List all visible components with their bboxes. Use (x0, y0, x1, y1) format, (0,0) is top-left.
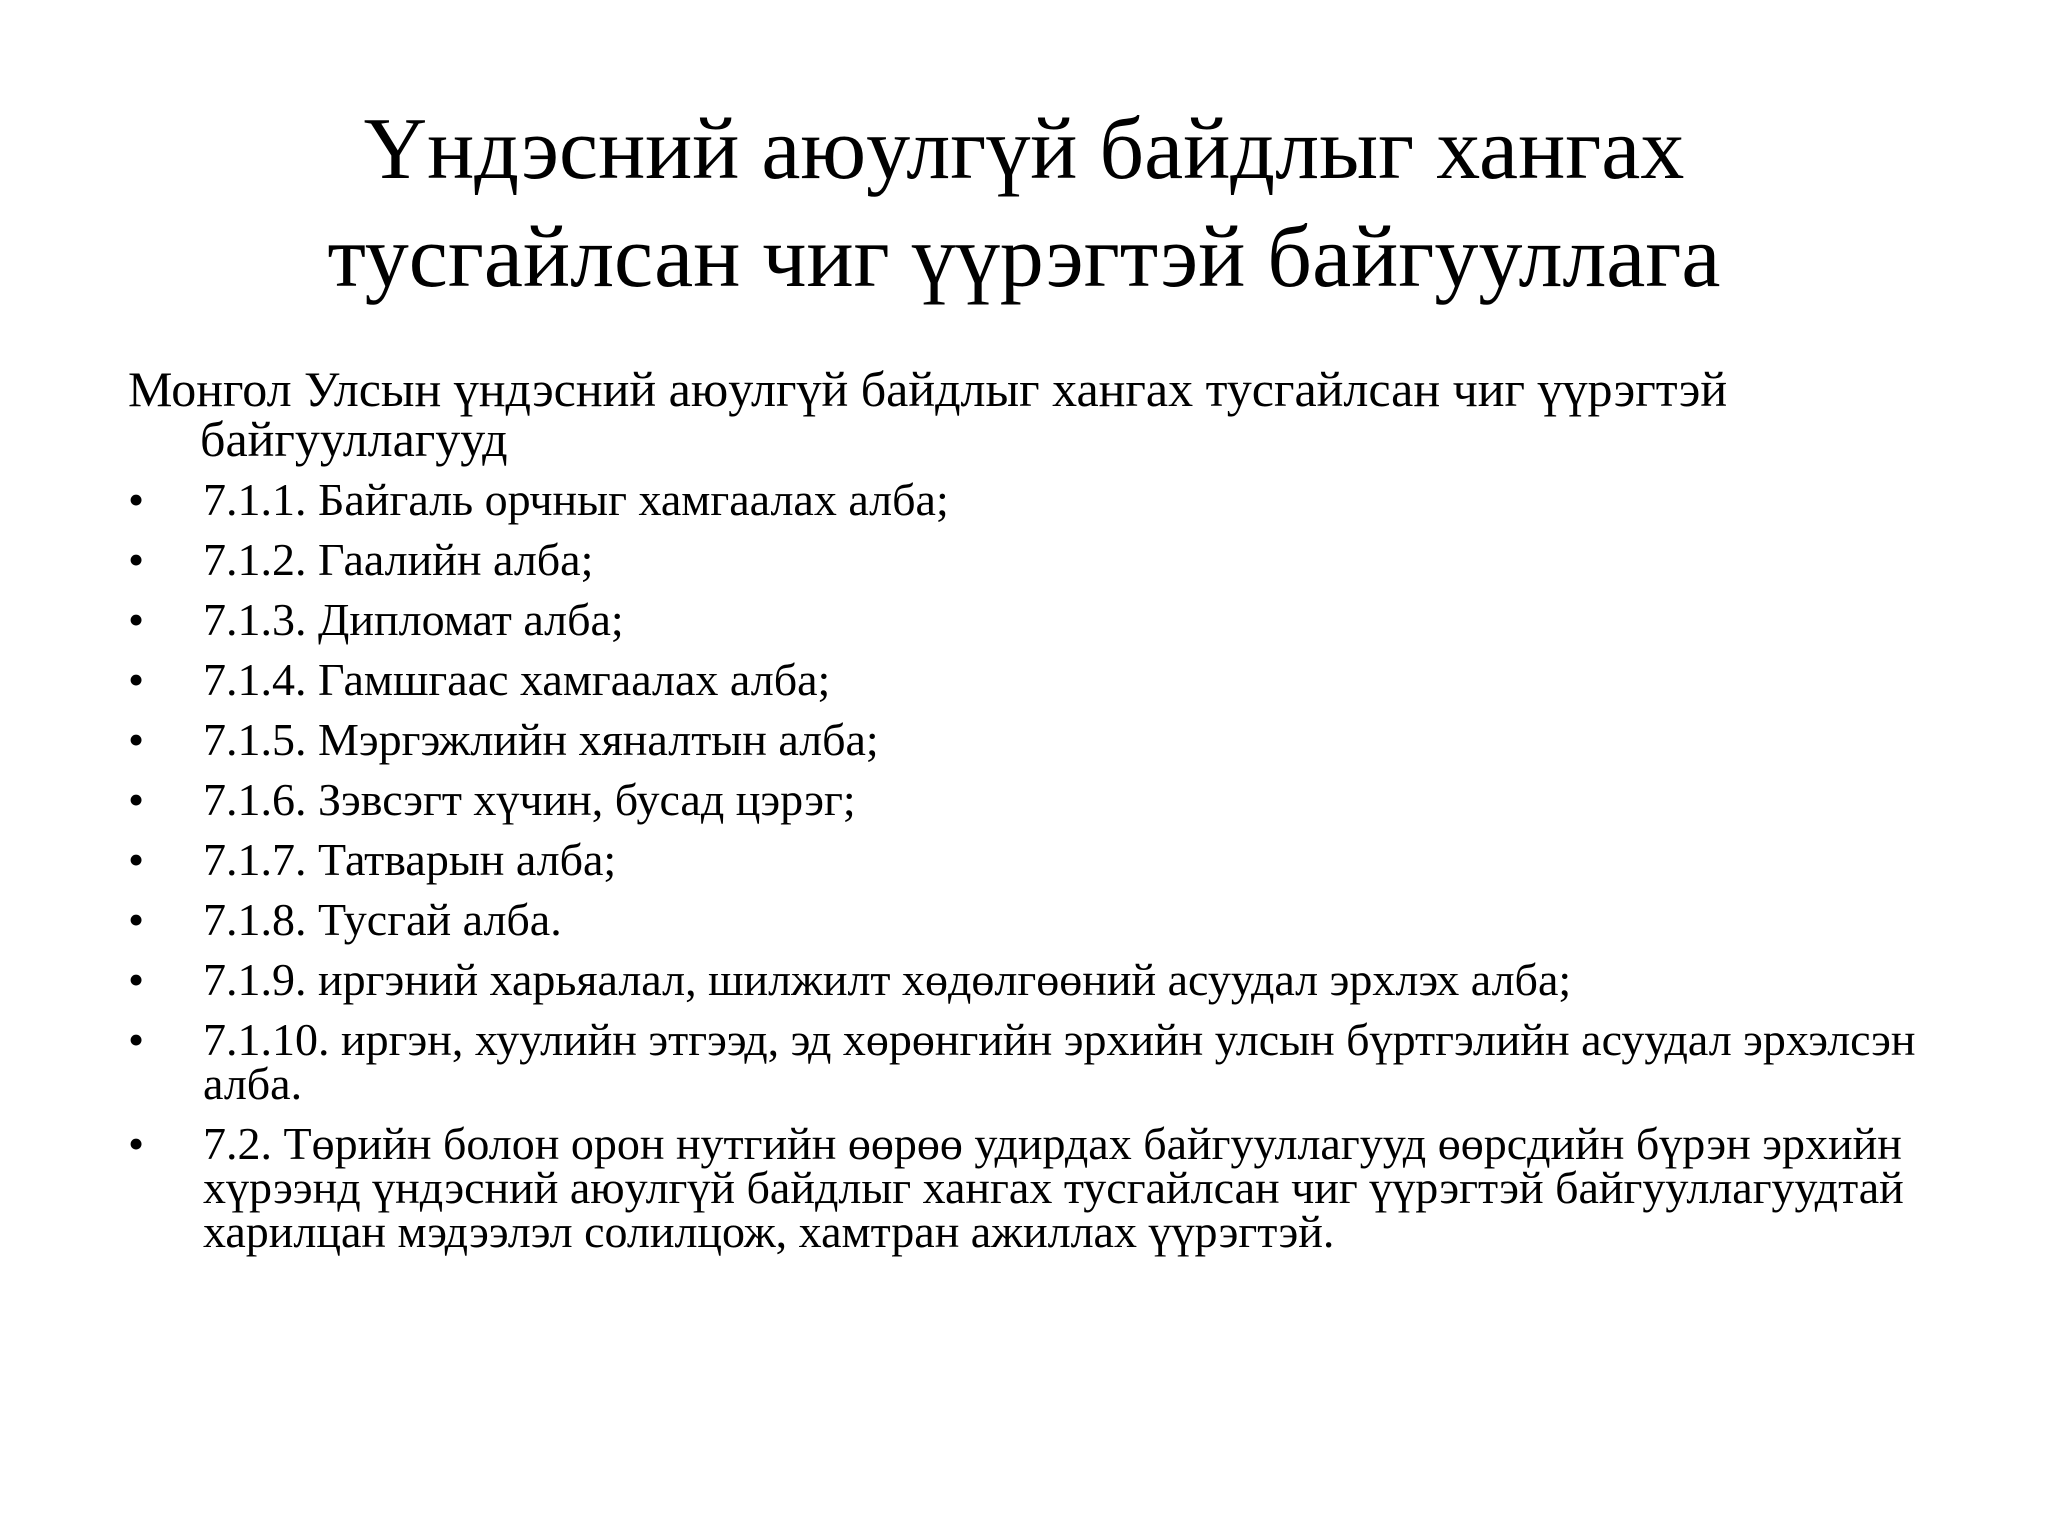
bullet-icon: • (128, 1118, 145, 1169)
list-item (128, 1118, 1948, 1257)
list-item-text: 7.1.8. Тусгай алба. (203, 894, 562, 945)
bullet-icon: • (128, 1014, 145, 1065)
list-item (128, 594, 1948, 645)
list-item-text: 7.1.5. Мэргэжлийн хяналтын алба; (203, 714, 879, 765)
bullet-icon: • (128, 774, 145, 825)
list-item-text: 7.2. Төрийн болон орон нутгийн өөрөө удирдах байгууллагууд өөрсдийн бүрэн эрхийн хүрээнд үндэсний аюулгүй байдлыг хангах тусгайлсан чиг үүрэгтэй байгууллагуудтай харилцан мэдээлэл солилцож, хамтран ажиллах үүрэгтэй. (203, 1118, 1904, 1257)
list-item (128, 894, 1948, 945)
slide-title-line-1: Үндэсний аюулгүй байдлыг хангах (363, 101, 1685, 198)
list-item-text: 7.1.4. Гамшгаас хамгаалах алба; (203, 654, 831, 705)
bullet-list (128, 474, 1948, 1257)
list-item (128, 474, 1948, 525)
list-item (128, 654, 1948, 705)
bullet-icon: • (128, 834, 145, 885)
slide-title-line-2: тусгайлсан чиг үүрэгтэй байгууллага (327, 209, 1721, 306)
bullet-icon: • (128, 714, 145, 765)
list-item (128, 954, 1948, 1005)
list-item (128, 534, 1948, 585)
slide-title (200, 96, 1848, 312)
bullet-icon: • (128, 474, 145, 525)
list-item-text: 7.1.7. Татварын алба; (203, 834, 617, 885)
intro-paragraph: Монгол Улсын үндэсний аюулгүй байдлыг хангах тусгайлсан чиг үүрэгтэй байгууллагууд (128, 361, 1728, 467)
bullet-icon: • (128, 534, 145, 585)
list-item (128, 774, 1948, 825)
list-item-text: 7.1.6. Зэвсэгт хүчин, бусад цэрэг; (203, 774, 856, 825)
bullet-icon: • (128, 954, 145, 1005)
list-item (128, 1014, 1948, 1109)
list-item-text: 7.1.3. Дипломат алба; (203, 594, 624, 645)
slide-body (128, 361, 1948, 1270)
bullet-icon: • (128, 594, 145, 645)
list-item (128, 714, 1948, 765)
bullet-icon: • (128, 654, 145, 705)
list-item-text: 7.1.2. Гаалийн алба; (203, 534, 594, 585)
bullet-icon: • (128, 894, 145, 945)
list-item (128, 834, 1948, 885)
list-item-text: 7.1.9. иргэний харьяалал, шилжилт хөдөлгөөний асуудал эрхлэх алба; (203, 954, 1572, 1005)
list-item-text: 7.1.10. иргэн, хуулийн этгээд, эд хөрөнгийн эрхийн улсын бүртгэлийн асуудал эрхэлсэн алба. (203, 1014, 1916, 1109)
list-item-text: 7.1.1. Байгаль орчныг хамгаалах алба; (203, 474, 949, 525)
